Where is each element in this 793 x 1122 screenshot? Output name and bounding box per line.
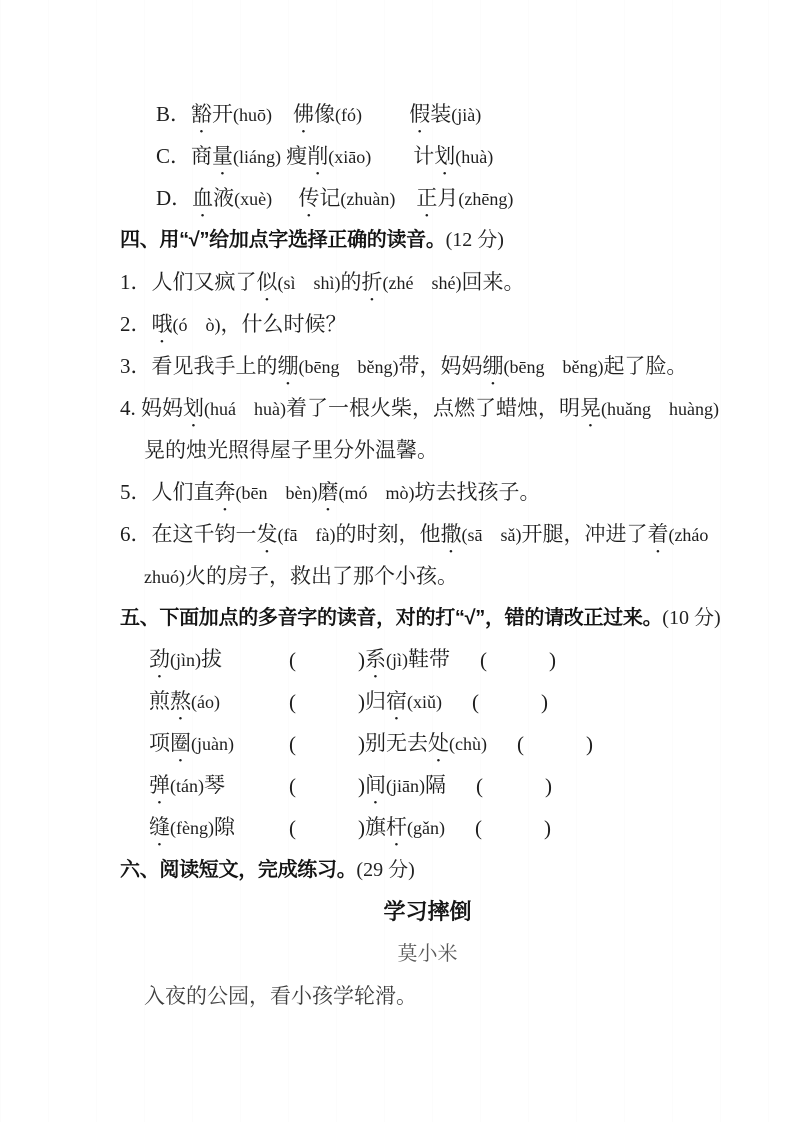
text-run <box>362 102 409 126</box>
text-run: 装 <box>430 102 452 126</box>
text-run: 归 <box>365 688 386 713</box>
text-run: 3．看见我手上的 <box>120 354 278 378</box>
text-run: 起了脸。 <box>603 354 688 378</box>
section4-heading-text: 四、用“√”给加点字选择正确的读音。 <box>120 229 446 251</box>
blank-close-paren: ) <box>541 690 548 714</box>
blank-open-paren: ( <box>475 774 483 798</box>
blank-close-paren: ) <box>358 774 365 798</box>
text-run: 1．人们又疯了 <box>120 270 257 294</box>
text-run: 开 <box>212 102 234 126</box>
text-run: B． <box>156 102 192 126</box>
answer-blank <box>472 681 548 723</box>
pinyin-run: (juàn) <box>191 733 234 754</box>
multi-reading-word <box>149 806 235 851</box>
text-run: 5．人们直 <box>120 480 215 504</box>
pinyin-run: (huá huà) <box>204 399 286 419</box>
text-run: 像 <box>314 102 336 126</box>
blank-gap <box>479 702 541 703</box>
blank-gap <box>482 828 544 829</box>
text-run <box>272 186 298 210</box>
blank-close-paren: ) <box>358 732 365 756</box>
section5-score: (10 分) <box>662 607 721 629</box>
answer-blank <box>476 765 552 807</box>
pinyin-run: (jiān) <box>386 775 425 796</box>
text-run: 火的房子，救出了那个小孩。 <box>184 564 458 588</box>
option-row <box>120 135 735 177</box>
pinyin-run: (zhēng) <box>458 189 514 209</box>
blank-gap <box>296 702 358 703</box>
dotted-char: 佛 <box>293 102 315 126</box>
word-with-blank <box>365 680 735 725</box>
pinyin-run: (gǎn) <box>407 817 445 838</box>
dotted-char: 劲 <box>149 646 170 671</box>
text-run: 别无去 <box>365 730 428 755</box>
question3-option-rows <box>120 93 735 219</box>
pinyin-run: (sì shì) <box>277 273 341 293</box>
section5-heading <box>120 597 735 639</box>
word-with-blank <box>365 722 735 767</box>
text-run: 6．在这千钧一 <box>120 522 257 546</box>
blank-gap <box>296 744 358 745</box>
pinyin-run: (huō) <box>233 105 273 125</box>
text-run: 瘦 <box>281 144 308 168</box>
dotted-char: 划 <box>434 144 456 168</box>
dotted-char: 豁 <box>191 102 213 126</box>
dotted-char: 着 <box>647 522 669 546</box>
question-item <box>120 261 735 303</box>
dotted-char: 间 <box>365 772 386 797</box>
dotted-char: 弹 <box>149 772 170 797</box>
dotted-char: 假 <box>409 102 431 126</box>
question-item <box>120 513 735 555</box>
word-with-blank <box>149 806 365 851</box>
pinyin-run: (fó) <box>335 105 362 125</box>
blank-open-paren: ( <box>474 816 482 840</box>
multi-reading-word <box>365 722 487 767</box>
dotted-char: 量 <box>212 144 234 168</box>
pinyin-run: (tán) <box>170 775 204 796</box>
dotted-char: 哦 <box>151 312 173 336</box>
pair-row <box>120 807 735 849</box>
passage-title: 学习摔倒 <box>383 899 472 924</box>
passage-author: 莫小米 <box>397 943 458 965</box>
text-run: 着了一根火柴，点燃了蜡烛，明 <box>285 396 580 420</box>
text-run <box>395 186 416 210</box>
word-with-blank <box>149 722 365 767</box>
dotted-char: 撒 <box>440 522 462 546</box>
blank-open-paren: ( <box>289 816 296 840</box>
multi-reading-word <box>149 638 222 683</box>
dotted-char: 正 <box>416 186 438 210</box>
answer-blank <box>289 681 365 723</box>
worksheet-content <box>120 93 735 1017</box>
section5-pair-rows <box>120 639 735 849</box>
blank-gap <box>296 786 358 787</box>
blank-gap <box>483 786 545 787</box>
pinyin-run: (zháo <box>668 525 709 545</box>
dotted-char: 晃 <box>579 396 601 420</box>
text-run: 的时刻，他 <box>335 522 441 546</box>
dotted-char: 系 <box>365 646 386 671</box>
text-run: 带，妈妈 <box>398 354 483 378</box>
dotted-char: 圈 <box>170 730 191 755</box>
text-run: 晃的烛光照得屋子里分外温馨。 <box>144 438 438 462</box>
answer-blank <box>289 639 365 681</box>
multi-reading-word <box>365 806 445 851</box>
text-run: 4. 妈妈 <box>120 396 183 420</box>
dotted-char: 缝 <box>149 814 170 839</box>
section4-heading <box>120 219 735 261</box>
text-run: 坊去找孩子。 <box>414 480 541 504</box>
pair-row <box>120 765 735 807</box>
pinyin-run: (jìn) <box>170 649 201 670</box>
dotted-char: 削 <box>307 144 329 168</box>
dotted-char: 绷 <box>482 354 504 378</box>
word-with-blank <box>365 806 735 851</box>
answer-blank <box>475 807 551 849</box>
pinyin-run: (xuè) <box>234 189 273 209</box>
dotted-char: 发 <box>256 522 278 546</box>
answer-blank <box>517 723 593 765</box>
text-run: 液 <box>213 186 235 210</box>
dotted-char: 传 <box>298 186 320 210</box>
word-with-blank <box>149 680 365 725</box>
pinyin-run: (ó ò) <box>172 315 221 335</box>
blank-close-paren: ) <box>358 690 365 714</box>
multi-reading-word <box>149 680 220 725</box>
word-with-blank <box>149 638 365 683</box>
text-run: 2． <box>120 312 152 336</box>
text-run: 项 <box>149 730 170 755</box>
pair-row <box>120 639 735 681</box>
multi-reading-word <box>365 764 446 809</box>
text-run: 鞋带 <box>408 646 450 671</box>
pinyin-run: (jì) <box>386 649 408 670</box>
text-run: 旗 <box>365 814 386 839</box>
blank-open-paren: ( <box>289 648 296 672</box>
multi-reading-word <box>149 764 225 809</box>
blank-close-paren: ) <box>549 648 556 672</box>
blank-close-paren: ) <box>358 816 365 840</box>
pinyin-run: (bēng běng) <box>298 357 399 377</box>
text-run <box>272 102 293 126</box>
multi-reading-word <box>149 722 234 767</box>
section6-score: (29 分) <box>356 859 415 881</box>
blank-open-paren: ( <box>480 648 487 672</box>
multi-reading-word <box>365 638 450 683</box>
blank-gap <box>296 660 358 661</box>
pinyin-run: zhuó) <box>144 567 185 587</box>
dotted-char: 处 <box>428 730 449 755</box>
answer-blank <box>289 807 365 849</box>
blank-gap <box>524 744 586 745</box>
item-continuation <box>120 429 735 471</box>
pinyin-run: (huà) <box>455 147 494 167</box>
dotted-char: 磨 <box>317 480 339 504</box>
text-run: D． <box>156 186 193 210</box>
section5-heading-text: 五、下面加点的多音字的读音，对的打“√”，错的请改正过来。 <box>120 607 663 629</box>
blank-open-paren: ( <box>289 690 296 714</box>
blank-gap <box>296 828 358 829</box>
text-run: 煎 <box>149 688 170 713</box>
pinyin-run: (xiāo) <box>328 147 372 167</box>
pinyin-run: (xiǔ) <box>407 691 442 712</box>
dotted-char: 血 <box>192 186 214 210</box>
blank-open-paren: ( <box>289 774 296 798</box>
blank-gap <box>487 660 549 661</box>
blank-close-paren: ) <box>585 732 593 756</box>
question-item <box>120 345 735 387</box>
word-with-blank <box>365 764 735 809</box>
text-run: 拔 <box>201 646 222 671</box>
text-run: 回来。 <box>461 270 525 294</box>
text-run: 开腿，冲进了 <box>521 522 648 546</box>
pinyin-run: (bēn bèn) <box>235 483 318 503</box>
text-run: 的 <box>340 270 362 294</box>
blank-open-paren: ( <box>289 732 296 756</box>
section6-heading-text: 六、阅读短文，完成练习。 <box>120 859 357 881</box>
section6-heading <box>120 849 735 891</box>
dotted-char: 杆 <box>386 814 407 839</box>
answer-blank <box>289 723 365 765</box>
dotted-char: 折 <box>361 270 383 294</box>
dotted-char: 宿 <box>386 688 407 713</box>
text-run: 隔 <box>424 772 446 797</box>
section4-score: (12 分) <box>445 229 504 251</box>
pinyin-run: (huǎng huàng) <box>600 399 719 419</box>
dotted-char: 划 <box>183 396 204 420</box>
text-run: 琴 <box>203 772 225 797</box>
pair-row <box>120 723 735 765</box>
pair-row <box>120 681 735 723</box>
blank-close-paren: ) <box>358 648 365 672</box>
dotted-char: 奔 <box>214 480 236 504</box>
pinyin-run: (jià) <box>451 105 482 125</box>
text-run: 计 <box>371 144 435 168</box>
text-run: ，什么时候？ <box>220 312 347 336</box>
answer-blank <box>480 639 556 681</box>
dotted-char: 熬 <box>170 688 191 713</box>
text-run: 月 <box>437 186 459 210</box>
pinyin-run: (fā fà) <box>277 525 336 545</box>
pinyin-run: (zhuàn) <box>340 189 396 209</box>
pinyin-run: (sā sǎ) <box>461 525 522 545</box>
pinyin-run: (zhé shé) <box>382 273 462 293</box>
answer-blank <box>289 765 365 807</box>
dotted-char: 绷 <box>277 354 299 378</box>
item-continuation <box>120 555 735 597</box>
option-row <box>120 177 735 219</box>
word-with-blank <box>149 764 365 809</box>
word-with-blank <box>365 638 735 683</box>
pinyin-run: (chù) <box>449 733 487 754</box>
blank-close-paren: ) <box>543 816 551 840</box>
pinyin-run: (fèng) <box>170 817 214 838</box>
section4-items <box>120 261 735 597</box>
dotted-char: 似 <box>256 270 278 294</box>
question-item <box>120 387 735 429</box>
pinyin-run: (bēng běng) <box>503 357 604 377</box>
question-item <box>120 471 735 513</box>
option-row <box>120 93 735 135</box>
text-run: 记 <box>319 186 341 210</box>
multi-reading-word <box>365 680 442 725</box>
text-run: 隙 <box>213 814 235 839</box>
pinyin-run: (áo) <box>191 691 220 712</box>
pinyin-run: (liáng) <box>233 147 281 167</box>
pinyin-run: (mó mò) <box>338 483 415 503</box>
blank-close-paren: ) <box>544 774 552 798</box>
passage-first-paragraph: 入夜的公园，看小孩学轮滑。 <box>144 984 417 1008</box>
text-run: C．商 <box>156 144 213 168</box>
blank-open-paren: ( <box>472 690 479 714</box>
question-item <box>120 303 735 345</box>
blank-open-paren: ( <box>516 732 524 756</box>
